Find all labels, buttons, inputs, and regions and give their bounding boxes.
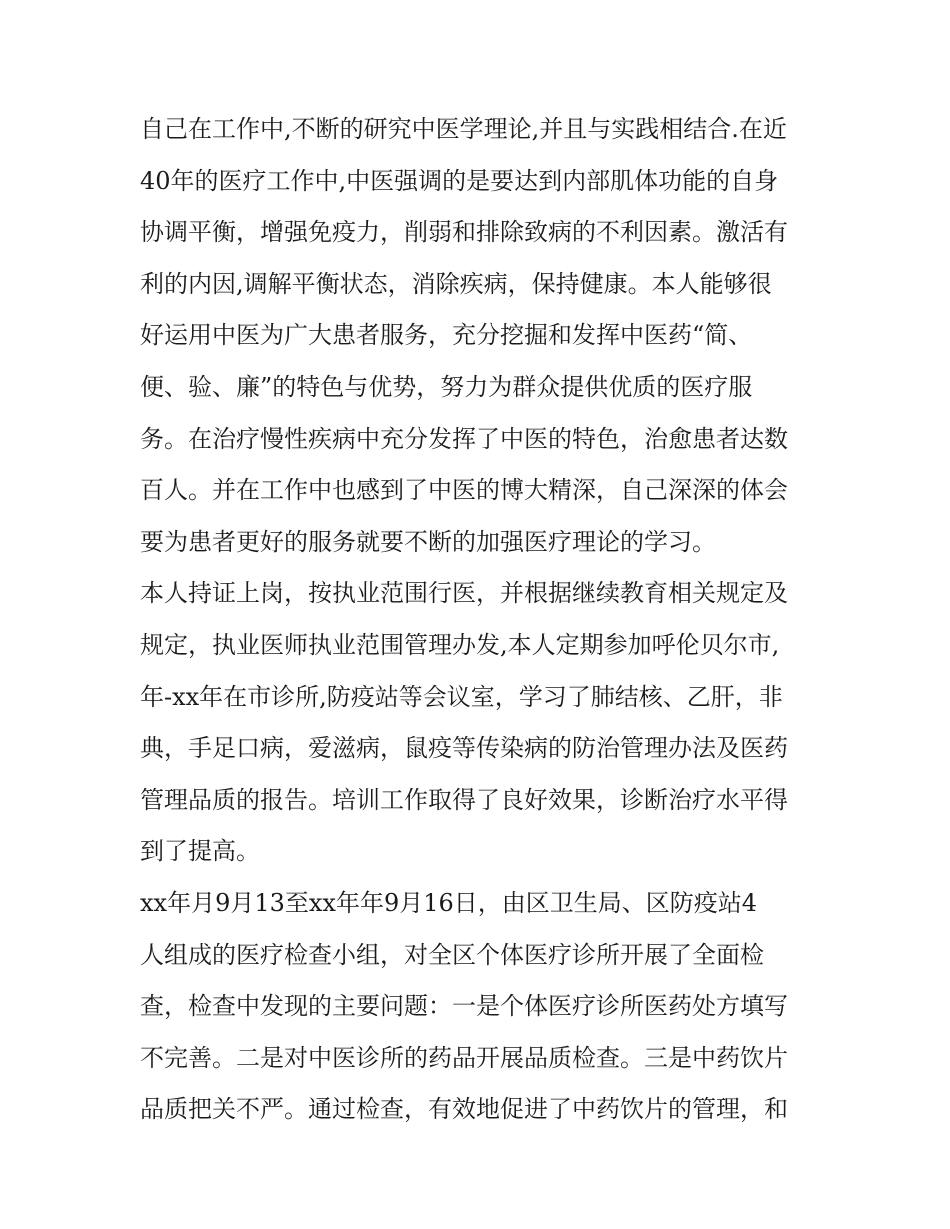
text-line: 年-xx年在市诊所,防疫站等会议室，学习了肺结核、乙肝，非 — [140, 682, 783, 711]
text-line: 百人。并在工作中也感到了中医的博大精深，自己深深的体会 — [140, 476, 788, 505]
document-body — [140, 104, 816, 1136]
text-line: 40年的医疗工作中,中医强调的是要达到内部肌体功能的自身 — [140, 166, 779, 195]
text-line: 管理品质的报告。培训工作取得了良好效果，诊断治疗水平得 — [140, 785, 788, 814]
text-line: 便、验、廉”的特色与优势，努力为群众提供优质的医疗服 — [140, 372, 753, 401]
text-line: 到了提高。 — [140, 837, 260, 866]
text-line: 自己在工作中,不断的研究中医学理论,并且与实践相结合.在近 — [140, 115, 787, 143]
text-line: 本人持证上岗，按执业范围行医，并根据继续教育相关规定及 — [140, 579, 788, 608]
text-line: 要为患者更好的服务就要不断的加强医疗理论的学习。 — [140, 527, 716, 556]
text-line: 典，手足口病，爱滋病，鼠疫等传染病的防治管理办法及医药 — [140, 734, 788, 763]
text-line: xx年月9月13至xx年年9月16日，由区卫生局、区防疫站4 — [140, 888, 758, 917]
text-line: 好运用中医为广大患者服务，充分挖掘和发挥中医药“简、 — [140, 321, 753, 350]
text-line: 利的内因,调解平衡状态，消除疾病，保持健康。本人能够很 — [140, 269, 772, 298]
text-line: 人组成的医疗检查小组，对全区个体医疗诊所开展了全面检 — [140, 940, 764, 969]
text-line: 协调平衡，增强免疫力，削弱和排除致病的不利因素。激活有 — [140, 218, 788, 247]
text-line: 不完善。二是对中医诊所的药品开展品质检查。三是中药饮片 — [140, 1043, 788, 1072]
text-line: 务。在治疗慢性疾病中充分发挥了中医的特色，治愈患者达数 — [140, 424, 788, 453]
text-line: 品质把关不严。通过检查，有效地促进了中药饮片的管理，和 — [140, 1095, 788, 1124]
text-line: 查，检查中发现的主要问题：一是个体医疗诊所医药处方填写 — [140, 992, 788, 1021]
text-line: 规定，执业医师执业范围管理办发,本人定期参加呼伦贝尔市, — [140, 630, 780, 659]
